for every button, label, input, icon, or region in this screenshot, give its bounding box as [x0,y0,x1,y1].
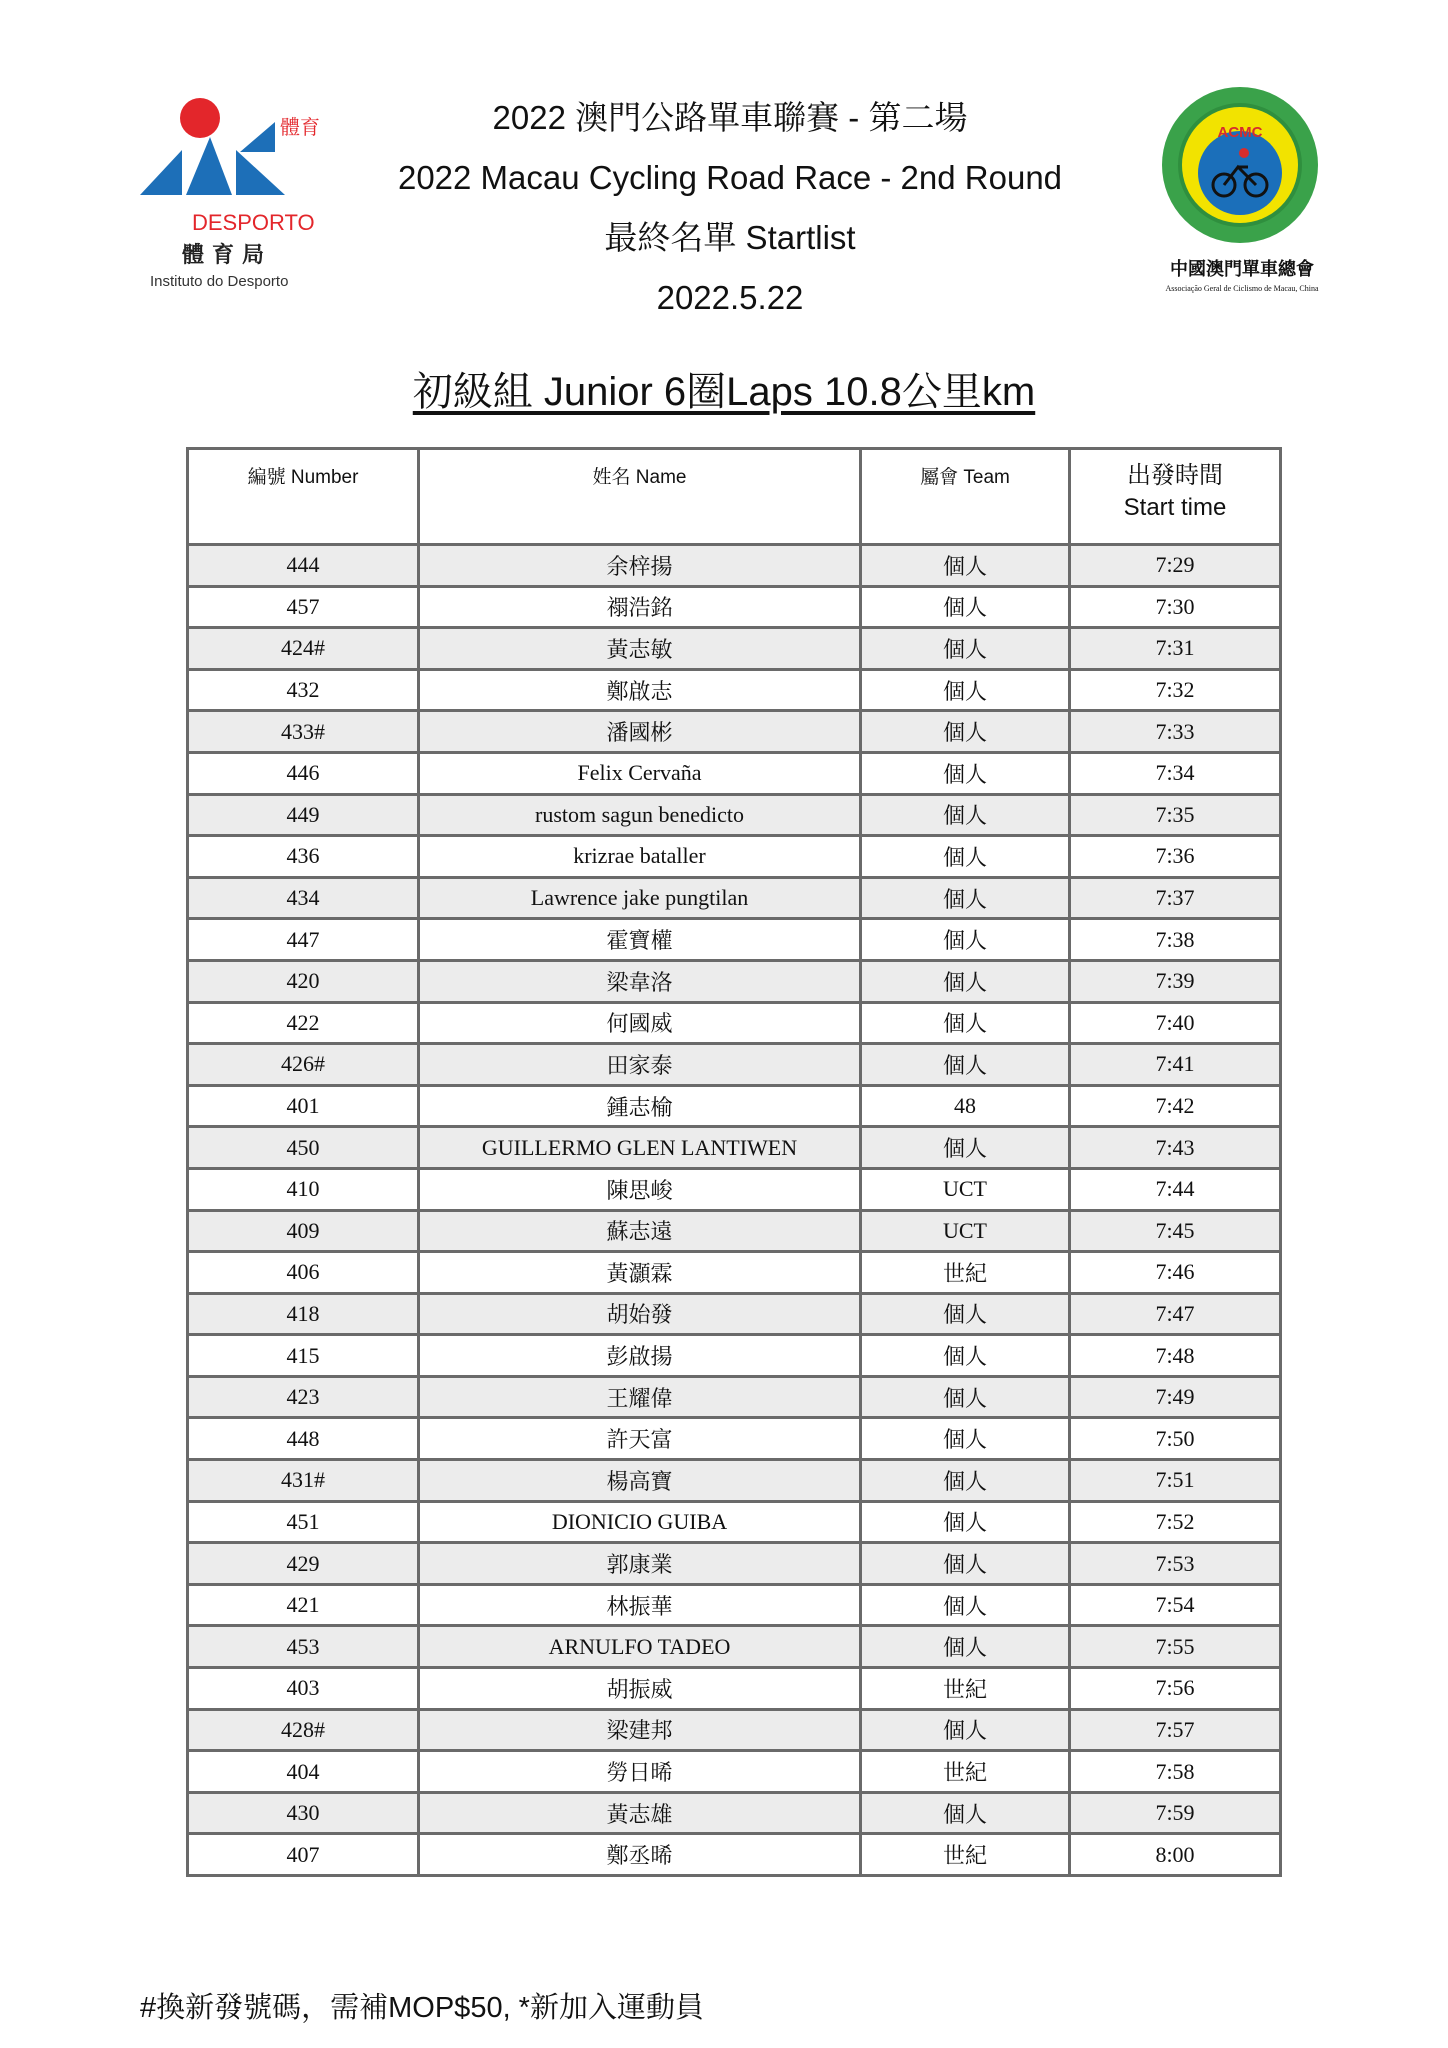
cell-number: 430 [188,1792,419,1834]
cell-name: DIONICIO GUIBA [419,1501,861,1543]
cell-start-time: 7:50 [1070,1418,1281,1460]
cell-number: 436 [188,836,419,878]
title-english: 2022 Macau Cycling Road Race - 2nd Round [397,159,1063,196]
table-row [188,1376,1281,1418]
cell-name: 鍾志榆 [419,1085,861,1127]
header-start-time-en: Start time [1123,494,1227,521]
table-row [188,1460,1281,1502]
table-row [188,1252,1281,1294]
footnote: #換新發號碼，需補MOP$50, *新加入運動員 [140,1992,704,2024]
table-row [188,1085,1281,1127]
cell-team: 個人 [861,877,1070,919]
cell-team: 個人 [861,586,1070,628]
cell-name: 許天富 [419,1418,861,1460]
cell-team: 個人 [861,1792,1070,1834]
cell-number: 451 [188,1501,419,1543]
cell-name: 王耀偉 [419,1376,861,1418]
header-name: 姓名 Name [419,449,861,545]
cell-start-time: 7:49 [1070,1376,1281,1418]
cell-number: 433# [188,711,419,753]
table-row [188,1626,1281,1668]
cell-start-time: 7:37 [1070,877,1281,919]
cell-team: 個人 [861,752,1070,794]
table-row [188,1834,1281,1876]
cell-start-time: 7:36 [1070,836,1281,878]
cell-team: 個人 [861,1418,1070,1460]
cell-number: 424# [188,628,419,670]
cell-team: UCT [861,1210,1070,1252]
cell-team: 世紀 [861,1834,1070,1876]
table-row [188,1168,1281,1210]
cell-name: Lawrence jake pungtilan [419,877,861,919]
cell-start-time: 7:39 [1070,960,1281,1002]
table-row [188,1668,1281,1710]
cell-number: 401 [188,1085,419,1127]
cell-name: Felix Cervaña [419,752,861,794]
cell-number: 446 [188,752,419,794]
cell-number: 415 [188,1335,419,1377]
cell-team: 個人 [861,1543,1070,1585]
table-row [188,711,1281,753]
cell-team: 48 [861,1085,1070,1127]
cell-name: GUILLERMO GLEN LANTIWEN [419,1127,861,1169]
cell-number: 429 [188,1543,419,1585]
cell-start-time: 7:48 [1070,1335,1281,1377]
acmc-name-zh: 中國澳門單車總會 [1170,259,1314,280]
cell-start-time: 7:58 [1070,1751,1281,1793]
cell-team: UCT [861,1168,1070,1210]
cell-number: 409 [188,1210,419,1252]
cell-number: 428# [188,1709,419,1751]
table-row [188,752,1281,794]
cell-team: 個人 [861,794,1070,836]
cell-start-time: 7:29 [1070,545,1281,587]
acmc-logo [1160,85,1330,295]
cell-name: 潘國彬 [419,711,861,753]
instituto-do-desporto-logo [140,92,320,292]
cell-name: 胡振威 [419,1668,861,1710]
cell-start-time: 7:43 [1070,1127,1281,1169]
cell-name: 胡始發 [419,1293,861,1335]
cell-number: 407 [188,1834,419,1876]
cell-team: 個人 [861,1460,1070,1502]
cell-number: 432 [188,669,419,711]
bureau-name-zh: 體育局 [182,243,273,268]
cell-number: 453 [188,1626,419,1668]
cell-number: 422 [188,1002,419,1044]
table-row [188,1002,1281,1044]
table-row [188,919,1281,961]
cell-name: ARNULFO TADEO [419,1626,861,1668]
cell-start-time: 7:31 [1070,628,1281,670]
bureau-name-pt: Instituto do Desporto [150,273,289,290]
startlist-table [186,447,1282,1877]
cell-team: 世紀 [861,1252,1070,1294]
document-header [0,0,1448,340]
cell-number: 434 [188,877,419,919]
table-row [188,669,1281,711]
cell-start-time: 7:46 [1070,1252,1281,1294]
cell-start-time: 7:33 [1070,711,1281,753]
cell-start-time: 7:40 [1070,1002,1281,1044]
cell-team: 世紀 [861,1668,1070,1710]
cell-start-time: 7:53 [1070,1543,1281,1585]
table-row [188,586,1281,628]
cell-team: 個人 [861,1335,1070,1377]
cell-start-time: 7:56 [1070,1668,1281,1710]
cell-number: 444 [188,545,419,587]
cell-team: 個人 [861,628,1070,670]
cell-name: 彭啟揚 [419,1335,861,1377]
table-row [188,1210,1281,1252]
table-row [188,1751,1281,1793]
cell-start-time: 7:44 [1070,1168,1281,1210]
cell-team: 個人 [861,1501,1070,1543]
cell-number: 450 [188,1127,419,1169]
table-row [188,1335,1281,1377]
table-row [188,1044,1281,1086]
cell-start-time: 7:42 [1070,1085,1281,1127]
table-row [188,1792,1281,1834]
cell-number: 447 [188,919,419,961]
table-row [188,1543,1281,1585]
table-row [188,1127,1281,1169]
cell-start-time: 7:59 [1070,1792,1281,1834]
cell-number: 457 [188,586,419,628]
cell-number: 431# [188,1460,419,1502]
table-row [188,1584,1281,1626]
acmc-name-pt: Associação Geral de Ciclismo de Macau, China [1165,284,1319,293]
header-team: 屬會 Team [861,449,1070,545]
cell-team: 個人 [861,1709,1070,1751]
cell-number: 418 [188,1293,419,1335]
cell-start-time: 7:38 [1070,919,1281,961]
cell-team: 個人 [861,669,1070,711]
cell-start-time: 7:45 [1070,1210,1281,1252]
title-block [330,88,1130,328]
cell-team: 個人 [861,1626,1070,1668]
cell-number: 448 [188,1418,419,1460]
cell-number: 406 [188,1252,419,1294]
cell-name: 黃志雄 [419,1792,861,1834]
table-row [188,1293,1281,1335]
cell-name: 梁建邦 [419,1709,861,1751]
cell-start-time: 7:34 [1070,752,1281,794]
cell-name: 蘇志遠 [419,1210,861,1252]
cell-start-time: 7:57 [1070,1709,1281,1751]
instituto-do-desporto-logo-icon [140,92,320,292]
table-row [188,1418,1281,1460]
side-text: 體育 [280,115,320,139]
cell-name: 梁韋洛 [419,960,861,1002]
desporto-brand: DESPORTO [192,210,315,235]
cell-name: krizrae bataller [419,836,861,878]
cell-name: rustom sagun benedicto [419,794,861,836]
startlist-table-container [186,447,1279,1877]
cell-number: 449 [188,794,419,836]
cell-number: 410 [188,1168,419,1210]
cell-name: 何國威 [419,1002,861,1044]
cell-name: 林振華 [419,1584,861,1626]
cell-team: 個人 [861,711,1070,753]
cell-team: 個人 [861,1376,1070,1418]
cell-team: 個人 [861,836,1070,878]
cell-start-time: 7:52 [1070,1501,1281,1543]
cell-start-time: 7:41 [1070,1044,1281,1086]
cell-start-time: 7:30 [1070,586,1281,628]
cell-number: 421 [188,1584,419,1626]
cell-start-time: 7:51 [1070,1460,1281,1502]
cell-name: 楊高寶 [419,1460,861,1502]
cell-name: 鄭啟志 [419,669,861,711]
cell-team: 個人 [861,1002,1070,1044]
header-start-time [1070,449,1281,545]
cell-name: 田家泰 [419,1044,861,1086]
cell-number: 420 [188,960,419,1002]
table-row [188,628,1281,670]
cell-team: 個人 [861,919,1070,961]
cell-team: 個人 [861,545,1070,587]
cell-number: 423 [188,1376,419,1418]
table-row [188,1501,1281,1543]
cell-start-time: 7:55 [1070,1626,1281,1668]
cell-name: 余梓揚 [419,545,861,587]
cell-start-time: 7:54 [1070,1584,1281,1626]
cell-team: 個人 [861,1044,1070,1086]
cell-number: 404 [188,1751,419,1793]
header-start-time-zh: 出發時間 [1127,462,1223,489]
cell-start-time: 7:35 [1070,794,1281,836]
category-title: 初級組 Junior 6圈Laps 10.8公里km [412,370,1036,414]
cell-number: 403 [188,1668,419,1710]
cell-name: 郭康業 [419,1543,861,1585]
event-date: 2022.5.22 [656,279,804,316]
cell-name: 黃灝霖 [419,1252,861,1294]
cell-start-time: 8:00 [1070,1834,1281,1876]
startlist-subtitle: 最終名單 Startlist [604,219,856,256]
acmc-badge-text: ACMC [1217,124,1263,141]
cell-name: 霍寶權 [419,919,861,961]
cell-team: 個人 [861,1127,1070,1169]
table-row [188,794,1281,836]
cell-team: 個人 [861,1293,1070,1335]
table-row [188,836,1281,878]
cell-name: 禤浩銘 [419,586,861,628]
cell-name: 陳思峻 [419,1168,861,1210]
cell-name: 黃志敏 [419,628,861,670]
title-chinese: 2022 澳門公路單車聯賽 - 第二場 [492,99,968,136]
table-header-row [188,449,1281,545]
cell-start-time: 7:32 [1070,669,1281,711]
acmc-logo-icon [1160,85,1330,295]
cell-number: 426# [188,1044,419,1086]
header-number: 編號 Number [188,449,419,545]
table-row [188,1709,1281,1751]
cell-team: 個人 [861,1584,1070,1626]
cell-team: 世紀 [861,1751,1070,1793]
table-row [188,960,1281,1002]
cell-team: 個人 [861,960,1070,1002]
cell-start-time: 7:47 [1070,1293,1281,1335]
cell-name: 鄭丞晞 [419,1834,861,1876]
cell-name: 勞日晞 [419,1751,861,1793]
table-row [188,545,1281,587]
table-row [188,877,1281,919]
